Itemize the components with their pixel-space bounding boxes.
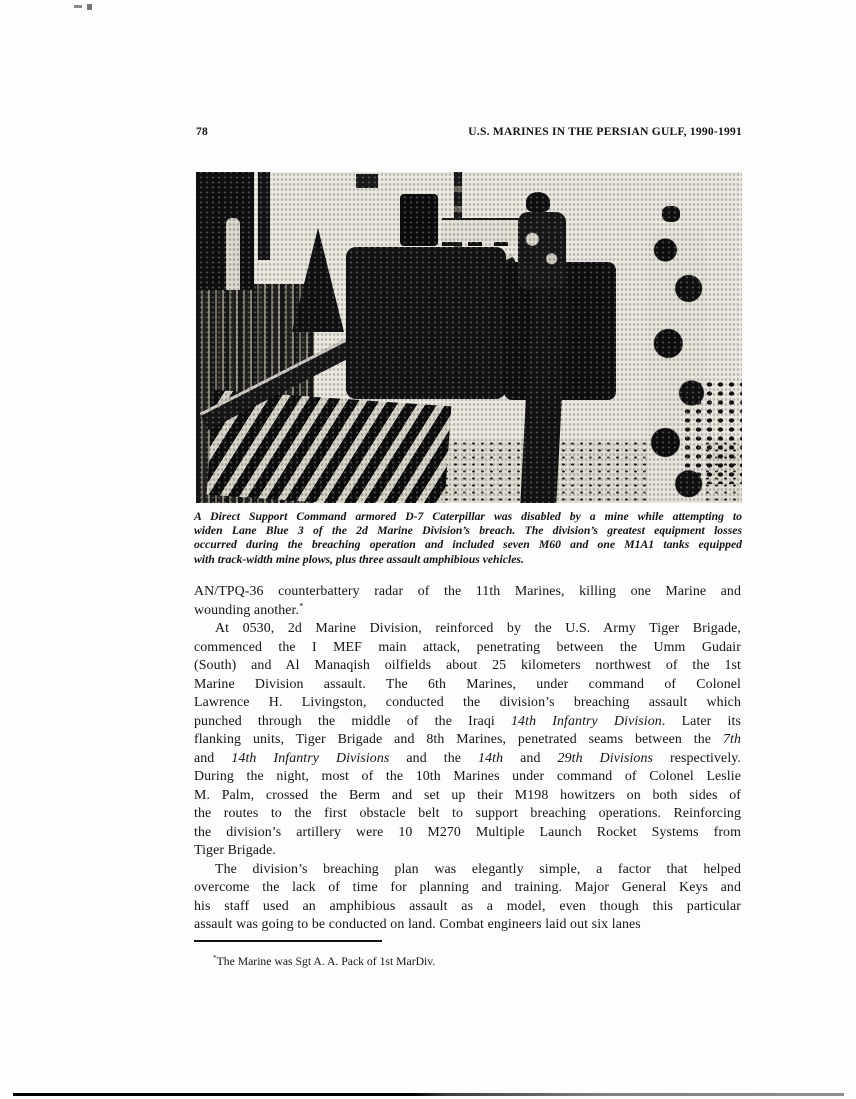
photo-halftone <box>196 172 742 503</box>
text-segment: 29th Divisions <box>557 750 654 766</box>
body-line <box>194 768 741 787</box>
text-segment: * <box>299 599 304 610</box>
text-segment: The Marine was Sgt A. A. Pack of 1st MarDiv. <box>216 955 436 968</box>
body-line <box>194 898 741 917</box>
photo-soldier-torso <box>518 212 566 290</box>
body-line <box>194 620 741 639</box>
text-segment: A Direct Support Command armored D-7 Caterpillar was disabled by a mine while attempting to <box>194 510 742 523</box>
caption-line <box>194 510 742 524</box>
text-segment: 14th <box>478 750 504 766</box>
text-segment: and <box>503 750 558 766</box>
text-segment: punched through the middle of the Iraqi <box>194 713 512 729</box>
caption-line <box>194 538 742 552</box>
body-line <box>194 787 741 806</box>
photo-soldier-head <box>526 192 550 212</box>
text-segment: overcome the lack of time for planning and training. Major General Keys and <box>194 880 741 895</box>
body-line <box>194 713 741 732</box>
photo-dark-mark <box>356 174 378 188</box>
text-segment: Lawrence H. Livingston, conducted the division’s breaching assault which <box>194 695 741 710</box>
photo-caption <box>194 510 742 567</box>
text-segment: flanking units, Tiger Brigade and 8th Marines, penetrated seams between the <box>194 732 723 747</box>
body-line <box>194 657 741 676</box>
caption-line <box>194 553 742 567</box>
text-segment: with track-width mine plows, plus three assault amphibious vehicles. <box>194 552 524 566</box>
photo-dozer-body <box>346 247 506 399</box>
body-line <box>194 731 741 750</box>
page-bottom-scan-line <box>13 1093 844 1096</box>
text-segment: Tiger Brigade. <box>194 843 276 858</box>
footnote-line <box>213 955 741 969</box>
footnote <box>194 955 741 969</box>
text-segment: . Later its <box>661 713 741 729</box>
body-line <box>194 842 741 861</box>
text-segment: 14th Infantry Division <box>511 713 662 729</box>
text-segment: and the <box>389 750 479 766</box>
page-header <box>196 126 742 138</box>
photo-light-pillar <box>226 218 240 290</box>
body-line <box>194 861 741 880</box>
body-text <box>194 583 741 935</box>
body-line <box>194 750 741 769</box>
text-segment: AN/TPQ-36 counterbattery radar of the 11th Marines, killing one Marine and <box>194 584 741 599</box>
text-segment: The division’s breaching plan was elegantly simple, a factor that helped <box>215 861 741 877</box>
text-segment: (South) and Al Manaqish oilfields about 25 kilometers northwest of the 1st <box>194 658 741 673</box>
text-segment: Marine Division assault. The 6th Marines, under command of Colonel <box>194 676 741 692</box>
body-line <box>194 824 741 843</box>
body-line <box>194 805 741 824</box>
body-line <box>194 879 741 898</box>
photo-debris <box>682 380 742 484</box>
text-segment: At 0530, 2d Marine Division, reinforced by the U.S. Army Tiger Brigade, <box>215 621 741 636</box>
photo-left-dark-structure <box>196 172 254 290</box>
text-segment: his staff used an amphibious assault as a model, even though this particular <box>194 898 741 914</box>
text-segment: 7th <box>722 732 741 747</box>
page-number: 78 <box>196 126 208 138</box>
body-line <box>194 694 741 713</box>
text-segment: wounding another. <box>194 602 300 618</box>
text-segment: and <box>194 750 232 766</box>
body-line <box>194 639 741 658</box>
text-segment: the division’s artillery were 10 M270 Multiple Launch Rocket Systems from <box>194 824 741 840</box>
text-segment: the routes to the first obstacle belt to support breaching operations. Reinforcing <box>194 806 741 821</box>
footnote-rule <box>194 940 382 942</box>
running-title: U.S. MARINES IN THE PERSIAN GULF, 1990-1991 <box>468 126 742 138</box>
text-segment: 14th Infantry Divisions <box>231 750 390 766</box>
text-segment: M. Palm, crossed the Berm and set up their M198 howitzers on both sides of <box>194 787 741 803</box>
text-segment: * <box>213 954 217 963</box>
text-segment: During the night, most of the 10th Marines under command of Colonel Leslie <box>194 769 741 784</box>
body-line <box>194 676 741 695</box>
body-line <box>194 583 741 602</box>
scan-speck <box>74 5 82 8</box>
photo-exhaust-stack <box>400 194 438 246</box>
photo-triangle-shape <box>292 228 344 332</box>
photo-dark-blob <box>662 206 680 222</box>
text-segment: occurred during the breaching operation and included seven M60 and one M1A1 tanks equipped <box>194 538 742 552</box>
body-line <box>194 599 741 621</box>
text-segment: widen Lane Blue 3 of the 2d Marine Division’s breach. The division’s greatest equipment losses <box>194 524 742 538</box>
text-segment: assault was going to be conducted on land. Combat engineers laid out six lanes <box>194 917 641 932</box>
scan-speck <box>87 4 92 10</box>
photo-hood-bar <box>442 218 524 242</box>
caption-line <box>194 524 742 538</box>
text-segment: commenced the I MEF main attack, penetrating between the Umm Gudair <box>194 639 741 655</box>
body-line <box>194 916 741 935</box>
text-segment: respectively. <box>653 750 741 766</box>
photo-dark-strip <box>258 172 270 260</box>
